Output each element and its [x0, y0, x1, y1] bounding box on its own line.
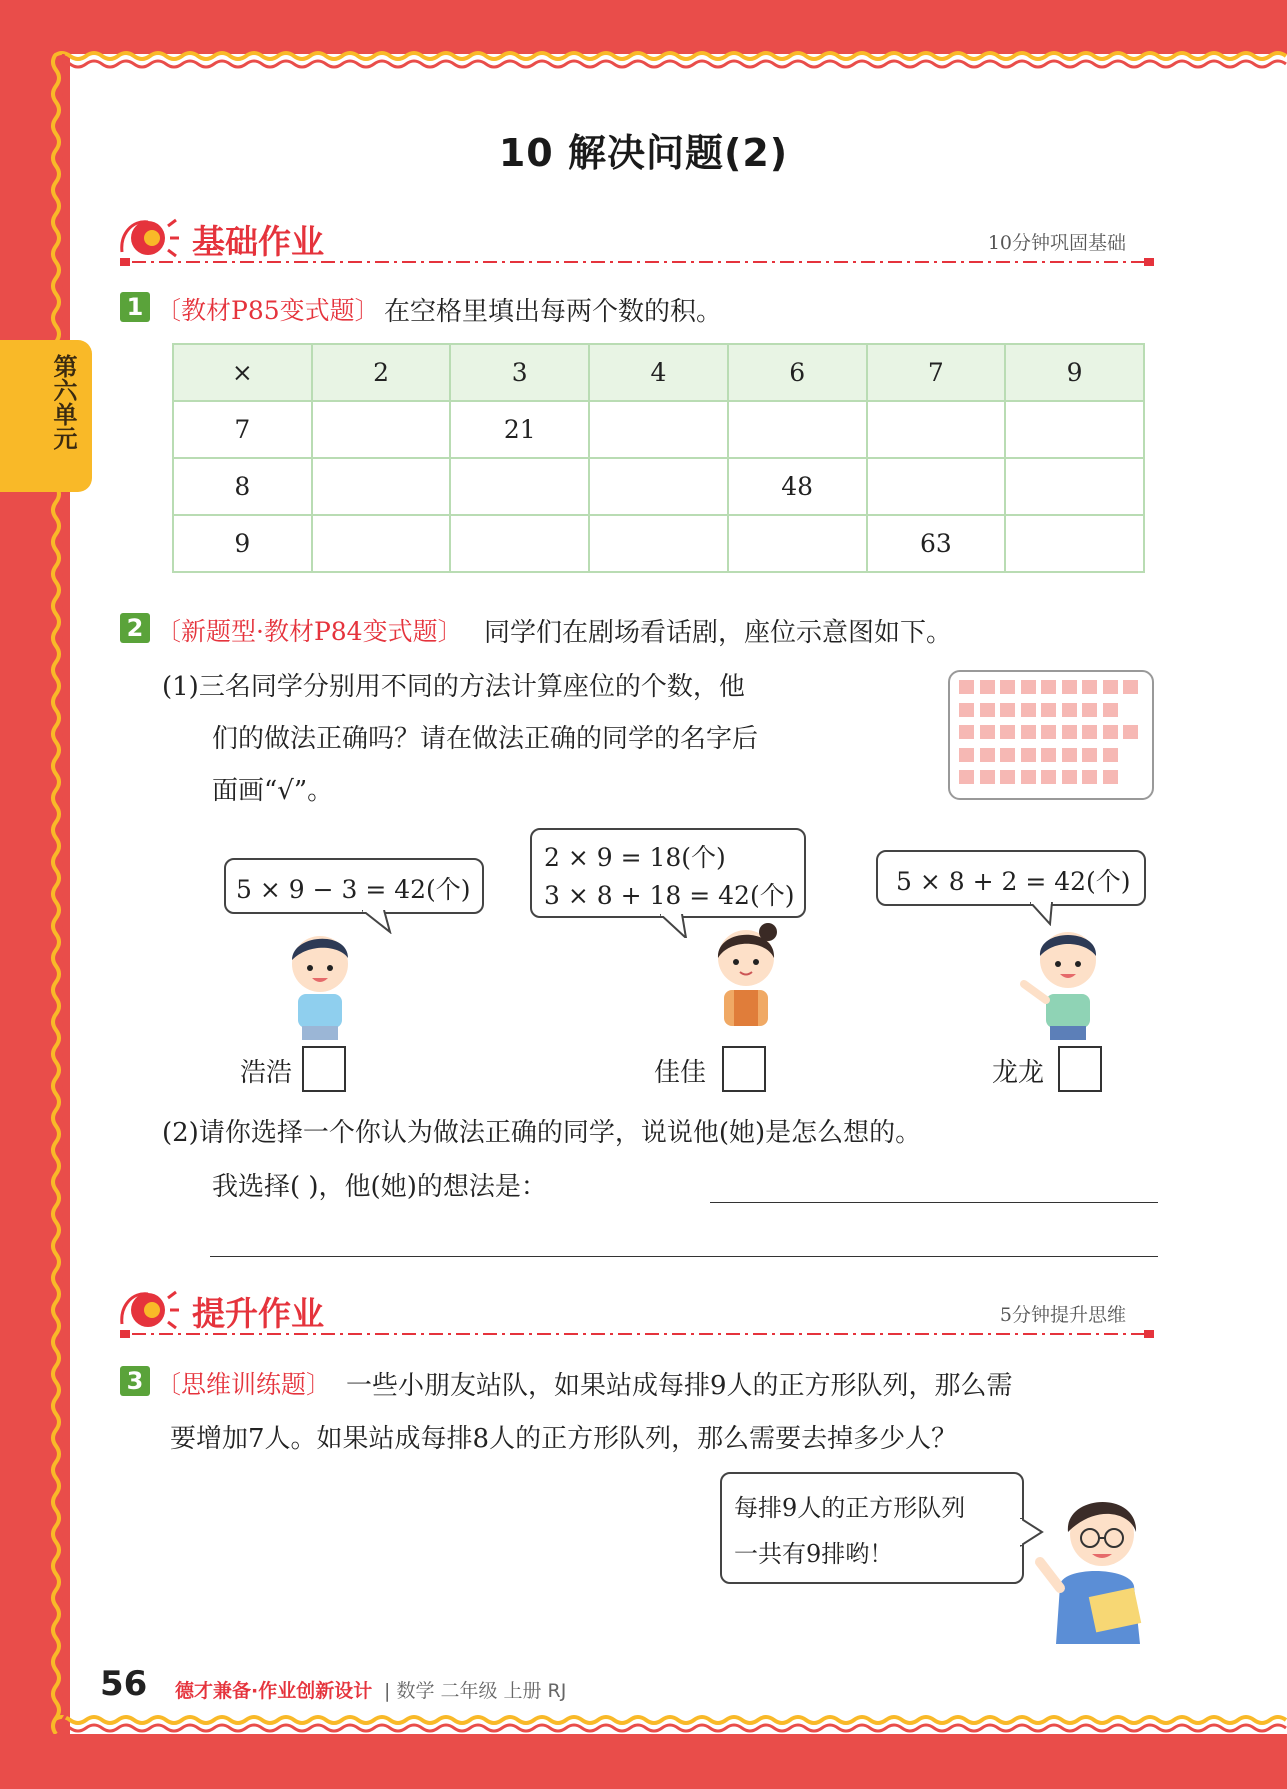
seat	[1000, 748, 1015, 762]
seat	[980, 703, 995, 717]
question-3-tag: 〔思维训练题〕	[156, 1370, 332, 1399]
hint-line-1: 每排9人的正方形队列	[734, 1494, 966, 1522]
hint-line-2: 一共有9排哟！	[734, 1540, 894, 1568]
table-header-row	[173, 344, 1144, 401]
q2-part1-line3: 面画“√”。	[212, 776, 334, 806]
answer-cell[interactable]	[312, 401, 451, 458]
longlong-speech-bubble	[876, 850, 1146, 906]
question-1-text: 在空格里填出每两个数的积。	[384, 297, 723, 327]
table-header-cell: 4	[589, 344, 728, 401]
answer-cell[interactable]	[728, 401, 867, 458]
name-longlong: 龙龙	[992, 1058, 1045, 1088]
jiajia-equation-2: 3 × 8 + 18 = 42(个)	[544, 881, 795, 910]
page-number: 56	[100, 1664, 148, 1704]
answer-cell[interactable]	[1005, 458, 1144, 515]
seat	[980, 748, 995, 762]
seat	[1000, 725, 1015, 739]
seat	[1021, 703, 1036, 717]
section-advanced-note: 5分钟提升思维	[999, 1304, 1126, 1326]
row-label-cell: 8	[173, 458, 312, 515]
table-header-cell: ×	[173, 344, 312, 401]
answer-cell[interactable]	[312, 515, 451, 572]
check-box-haohao[interactable]	[302, 1046, 346, 1092]
row-label-cell: 9	[173, 515, 312, 572]
unit-tab-label: 第六单元	[49, 354, 77, 450]
seat	[1000, 680, 1015, 694]
question-1-number: 1	[120, 292, 150, 322]
boy-longlong-illustration	[1016, 914, 1116, 1044]
jiajia-speech-bubble	[530, 828, 806, 918]
seat	[1082, 725, 1097, 739]
seat	[1041, 770, 1056, 784]
section-advanced-divider	[120, 1328, 1156, 1340]
section-basic-header	[118, 212, 1158, 272]
top-wave-border	[54, 50, 1287, 72]
check-box-longlong[interactable]	[1058, 1046, 1102, 1092]
answer-cell[interactable]	[1005, 401, 1144, 458]
seat	[1103, 725, 1118, 739]
seat	[1041, 680, 1056, 694]
seat	[1103, 748, 1118, 762]
seat	[1062, 703, 1077, 717]
table-header-cell: 3	[450, 344, 589, 401]
answer-cell: 48	[728, 458, 867, 515]
seat	[959, 680, 974, 694]
seat	[1021, 748, 1036, 762]
seat	[1062, 725, 1077, 739]
question-2-text: 同学们在剧场看话剧，座位示意图如下。	[484, 618, 953, 648]
name-jiajia: 佳佳	[654, 1058, 707, 1088]
seat	[959, 770, 974, 784]
seat	[1082, 680, 1097, 694]
answer-cell[interactable]	[450, 515, 589, 572]
seat	[1062, 680, 1077, 694]
question-3-text-line1: 一些小朋友站队，如果站成每排9人的正方形队列，那么需	[346, 1371, 1013, 1401]
answer-cell[interactable]	[867, 401, 1006, 458]
seat	[980, 680, 995, 694]
question-1-tag: 〔教材P85变式题〕	[156, 296, 380, 325]
girl-jiajia-illustration	[706, 912, 786, 1040]
longlong-equation: 5 × 8 + 2 = 42(个)	[896, 867, 1131, 896]
teacher-illustration	[1030, 1476, 1160, 1644]
answer-cell: 63	[867, 515, 1006, 572]
seat	[1082, 748, 1097, 762]
section-basic-divider	[120, 256, 1156, 268]
seat	[1123, 680, 1138, 694]
section-advanced-label: 提升作业	[192, 1294, 324, 1333]
answer-line[interactable]	[710, 1202, 1158, 1203]
footer-brand: 德才兼备·作业创新设计	[175, 1680, 373, 1702]
jiajia-equation-1: 2 × 9 = 18(个)	[544, 843, 726, 872]
page-title: 10 解决问题(2)	[498, 131, 789, 175]
question-2-tag: 〔新题型·教材P84变式题〕	[156, 617, 463, 646]
unit-tab	[0, 340, 92, 492]
seat	[1103, 770, 1118, 784]
seat	[980, 725, 995, 739]
seat	[1123, 725, 1138, 739]
multiplication-table	[172, 343, 1145, 573]
left-wave-border	[46, 54, 72, 1734]
bottom-wave-border	[54, 1712, 1287, 1734]
seat	[1000, 770, 1015, 784]
table-header-cell: 2	[312, 344, 451, 401]
answer-cell[interactable]	[867, 458, 1006, 515]
section-basic-note: 10分钟巩固基础	[987, 232, 1126, 254]
teacher-hint-bubble	[720, 1472, 1024, 1584]
seat	[959, 703, 974, 717]
question-3-number: 3	[120, 1366, 150, 1396]
answer-cell[interactable]	[589, 458, 728, 515]
answer-line[interactable]	[210, 1256, 1158, 1257]
table-row	[173, 401, 1144, 458]
seat	[1000, 703, 1015, 717]
footer-info: | 数学 二年级 上册 RJ	[384, 1680, 567, 1702]
answer-cell[interactable]	[312, 458, 451, 515]
seat	[1041, 703, 1056, 717]
seat	[1082, 703, 1097, 717]
answer-cell[interactable]	[728, 515, 867, 572]
boy-haohao-illustration	[280, 920, 360, 1044]
seat	[1041, 725, 1056, 739]
seat	[1021, 770, 1036, 784]
q2-part1-line1: (1)三名同学分别用不同的方法计算座位的个数，他	[162, 672, 745, 702]
seat	[1103, 680, 1118, 694]
seat	[980, 770, 995, 784]
section-advanced-header	[118, 1284, 1158, 1344]
table-row	[173, 515, 1144, 572]
bubble-tail	[660, 914, 700, 938]
seat	[1062, 748, 1077, 762]
seat-diagram	[948, 670, 1154, 800]
table-header-cell: 6	[728, 344, 867, 401]
seat	[959, 725, 974, 739]
answer-cell[interactable]	[589, 515, 728, 572]
row-label-cell: 7	[173, 401, 312, 458]
section-basic-label: 基础作业	[192, 222, 324, 261]
name-haohao: 浩浩	[240, 1058, 293, 1088]
seat	[1062, 770, 1077, 784]
seat	[1041, 748, 1056, 762]
table-row	[173, 458, 1144, 515]
bubble-tail	[362, 910, 402, 934]
answer-cell[interactable]	[589, 401, 728, 458]
seat	[1082, 770, 1097, 784]
table-header-cell: 9	[1005, 344, 1144, 401]
q2-part2-line2: 我选择( )，他(她)的想法是：	[212, 1172, 547, 1202]
answer-cell[interactable]	[1005, 515, 1144, 572]
seat	[1021, 725, 1036, 739]
question-2-number: 2	[120, 613, 150, 643]
seat	[959, 748, 974, 762]
haohao-equation: 5 × 9 − 3 = 42(个)	[236, 875, 471, 904]
question-3-text-line2: 要增加7人。如果站成每排8人的正方形队列，那么需要去掉多少人？	[170, 1424, 958, 1454]
seat	[1103, 703, 1118, 717]
answer-cell[interactable]	[450, 458, 589, 515]
q2-part2-line1: (2)请你选择一个你认为做法正确的同学，说说他(她)是怎么想的。	[162, 1118, 922, 1148]
answer-cell: 21	[450, 401, 589, 458]
check-box-jiajia[interactable]	[722, 1046, 766, 1092]
table-header-cell: 7	[867, 344, 1006, 401]
q2-part1-line2: 们的做法正确吗？请在做法正确的同学的名字后	[212, 724, 759, 754]
haohao-speech-bubble	[224, 858, 484, 914]
seat	[1021, 680, 1036, 694]
